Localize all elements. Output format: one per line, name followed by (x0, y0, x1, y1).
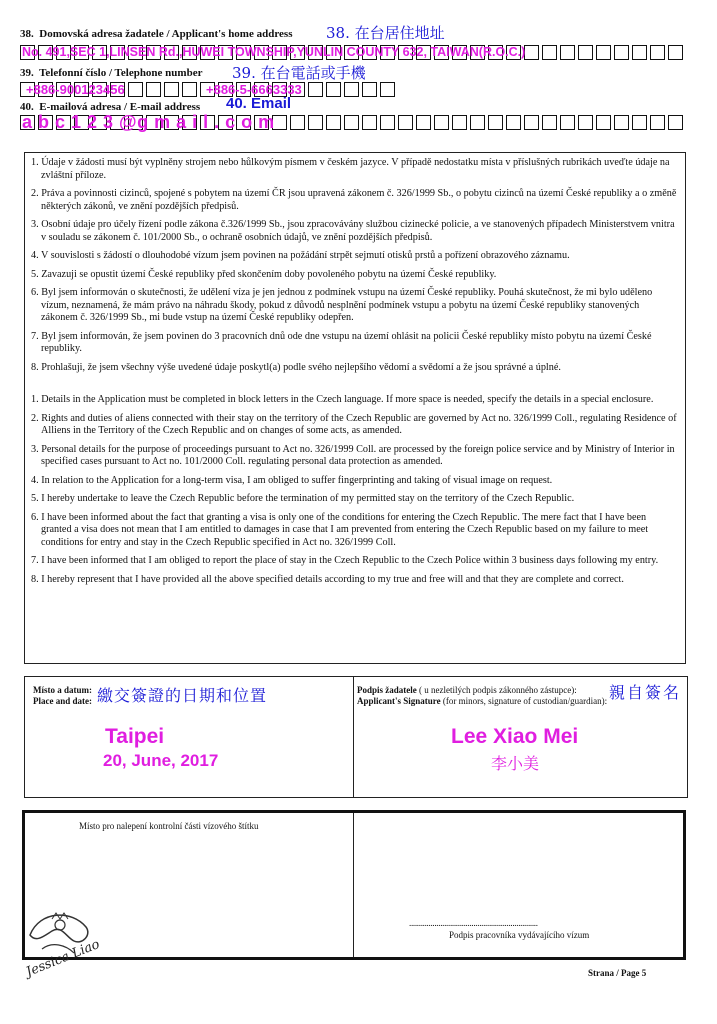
notice-czech-item-3: 3. Osobní údaje pro účely řízení podle zákona č.326/1999 Sb., jsou zpracovávány službou cizinecké policie, a ve stanovených případech Ministerstvem vnitra v souladu se zákonem č. 101/2000 Sb., o ochraně osobních údajů, ve znění pozdějších předpisů. (31, 219, 675, 243)
char-cell (308, 115, 323, 130)
char-cell (632, 115, 647, 130)
char-cell (164, 82, 179, 97)
notice-czech-item-6: 6. Byl jsem informován o skutečnosti, že udělení víza je jen jednou z podmínek vstupu na území České republiky. Pouhá skutečnost, že mi bylo uděleno vízum, neznamená, že mám právo na náhradu škody, pokud z důvodů nesplnění podmínek vstupu a pobytu na území České republiky stanovených zákonem č. 326/1999 Sb., mi bude vstup na území České republiky odepřen. (31, 287, 653, 323)
notice-english-item-2: 2. Rights and duties of aliens connected with their stay on the territory of the Czech Republic are governed by Act no. 326/1999 Coll., regulating Residence of Alliens in the Territory of the Czech Republic and on changes of some acts, as amended. (31, 412, 677, 436)
home-address-note: 38. 在台居住地址 (326, 24, 445, 42)
notice-czech-item-5: 5. Zavazuji se opustit území České republiky před skončením doby povoleného pobytu na území České republiky. (31, 268, 497, 280)
char-cell (614, 115, 629, 130)
official-signature-label: Podpis pracovníka vydávajícího vízum (449, 930, 590, 940)
notice-english-item-1: 1. Details in the Application must be completed in block letters in the Czech language. If more space is needed, specify the details in a special enclosure. (31, 394, 654, 405)
email-value: a b c 1 2 3 @g m a i l . c o m (22, 112, 275, 132)
stamp-area-label: Místo pro nalepení kontrolní části vízového štítku (79, 821, 259, 831)
char-cell (398, 115, 413, 130)
place-value[interactable]: Taipei (105, 725, 165, 748)
notice-czech-item-2: 2. Práva a povinnosti cizinců, spojené s pobytem na území ČR jsou upravená zákonem č. 326/1999 Sb., o pobytu cizinců na území České republiky a o změně některých zákonů, ve znění pozdějších předpisů. (31, 188, 677, 212)
char-cell (596, 115, 611, 130)
notice-english-item-3: 3. Personal details for the purpose of proceedings pursuant to Act no. 326/1999 Coll. are processed by the foreign police service and by Ministry of Interior in specified cases pursuant to Act no. 101/2000 Coll. regulating personal data protection as amended. (31, 443, 675, 467)
char-cell (290, 115, 305, 130)
char-cell (560, 115, 575, 130)
char-cell (182, 82, 197, 97)
signature-label: Podpis žadatele ( u nezletilých podpis zákonného zástupce): Applicant's Signature (for minors, signature of custodian/guardian): (357, 685, 608, 706)
char-cell (668, 115, 683, 130)
char-cell (614, 45, 629, 60)
place-date-label: Místo a datum: Place and date: (33, 685, 92, 706)
watermark-text: Jessica Liao (24, 936, 102, 981)
email-label: 40. E-mailová adresa / E-mail address (20, 101, 201, 113)
telephone-note: 39. 在台電話或手機 (232, 64, 366, 82)
char-cell (470, 115, 485, 130)
char-cell (128, 82, 143, 97)
char-cell (596, 45, 611, 60)
char-cell (506, 115, 521, 130)
char-cell (344, 115, 359, 130)
char-cell (524, 115, 539, 130)
char-cell (326, 82, 341, 97)
notice-english-item-8: 8. I hereby represent that I have provided all the above specified details according to my true and free will and that they are complete and correct. (31, 573, 624, 585)
telephone-value-1: +886-900123456 (26, 82, 125, 97)
official-signature-dots: .................................................................. (409, 918, 538, 928)
declaration-notice (24, 152, 686, 664)
notice-english-item-5: 5. I hereby undertake to leave the Czech Republic before the termination of my permitted stay on the territory of the Czech Republic. (31, 493, 575, 504)
signature-note: 親自簽名 (609, 683, 682, 702)
notice-english-item-6: 6. I have been informed about the fact that granting a visa is only one of the conditions for entering the Czech Republic. The mere fact that I have been granted a visa does not mean that I am entitled to damages in case that I am prevented from entering the Czech Republic based on my failure to meet conditions for entry and stay in the Czech Republic specified in Act no. 326/1999 Coll. (31, 511, 649, 548)
char-cell (632, 45, 647, 60)
char-cell (650, 45, 665, 60)
notice-english-list (31, 394, 677, 586)
signature-section (24, 676, 688, 798)
notice-czech-item-1: 1. Údaje v žádosti musí být vyplněny strojem nebo hůlkovým písmem v českém jazyce. V případě nedostatku místa v příslušných rubrikách uveďte údaje na zvláštní příloze. (31, 157, 670, 181)
char-cell (146, 82, 161, 97)
char-cell (578, 45, 593, 60)
char-cell (380, 82, 395, 97)
char-cell (542, 115, 557, 130)
telephone-value-2: +886-5-6663333 (206, 82, 302, 97)
notice-czech-item-8: 8. Prohlašuji, že jsem všechny výše uvedené údaje poskytl(a) podle svého nejlepšího vědomí a svědomí a že jsou správné a úplné. (31, 361, 561, 373)
char-cell (326, 115, 341, 130)
notice-czech-item-7: 7. Byl jsem informován, že jsem povinen do 3 pracovních dnů ode dne vstupu na území ohlásit na policii České republiky místo pobytu na území České republiky. (31, 330, 652, 354)
char-cell (650, 115, 665, 130)
char-cell (416, 115, 431, 130)
email-note: 40. Email (226, 95, 292, 112)
home-address-value: No. 491,SEC 1,LINSEN Rd.,HUWEI TOWNSHIP,YUNLIN COUNTY 632, TAIWAN(R.O.C.) (22, 45, 526, 59)
char-cell (668, 45, 683, 60)
char-cell (362, 115, 377, 130)
notice-czech-list (31, 157, 677, 374)
telephone-label: 39. Telefonní číslo / Telephone number (20, 67, 203, 79)
signature-name-zh: 李小美 (491, 754, 540, 773)
char-cell (452, 115, 467, 130)
signature-name[interactable]: Lee Xiao Mei (451, 725, 579, 748)
char-cell (344, 82, 359, 97)
notice-english-item-4: 4. In relation to the Application for a long-term visa, I am obliged to suffer fingerprinting and taking of visual image on request. (31, 474, 553, 486)
char-cell (380, 115, 395, 130)
char-cell (362, 82, 377, 97)
page-number: Strana / Page 5 (588, 968, 647, 978)
char-cell (578, 115, 593, 130)
char-cell (434, 115, 449, 130)
home-address-label: 38. Domovská adresa žadatele / Applicant's home address (20, 28, 293, 40)
char-cell (308, 82, 323, 97)
place-date-note: 繳交簽證的日期和位置 (97, 686, 268, 705)
date-value[interactable]: 20, June, 2017 (103, 751, 219, 770)
notice-czech-item-4: 4. V souvislosti s žádostí o dlouhodobé vízum jsem povinen na požádání strpět sejmutí otisků prstů a pořízení obrazového záznamu. (31, 250, 570, 261)
char-cell (524, 45, 539, 60)
char-cell (542, 45, 557, 60)
char-cell (488, 115, 503, 130)
notice-english-item-7: 7. I have been informed that I am obliged to report the place of stay in the Czech Republic to the Czech Police within 3 business days following my entry. (31, 555, 659, 566)
watermark-logo (22, 905, 102, 987)
char-cell (560, 45, 575, 60)
visa-stamp-section (22, 810, 686, 960)
